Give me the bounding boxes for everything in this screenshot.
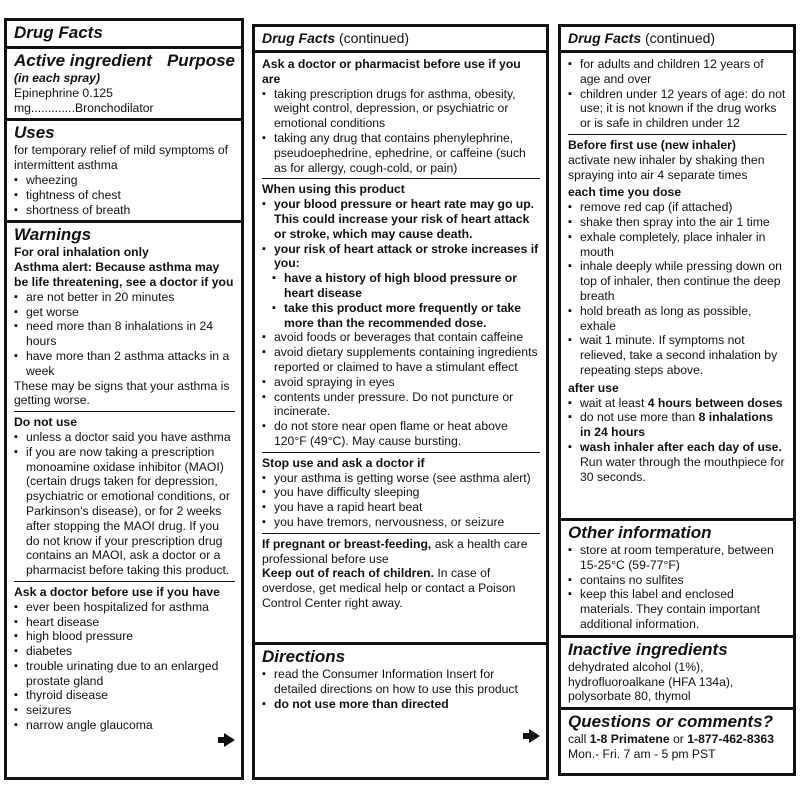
list-item: ▪ wait at least 4 hours between doses bbox=[568, 396, 787, 411]
list-item: ▪ have a history of high blood pressure or heart disease bbox=[262, 271, 540, 301]
active-ingredient-heading: Active ingredient bbox=[14, 51, 152, 70]
active-ingredient-section bbox=[7, 49, 241, 121]
warnings-continued-section bbox=[255, 53, 546, 645]
list-item: ▪ ever been hospitalized for asthma bbox=[14, 600, 235, 615]
list-item: ▪ taking any drug that contains phenylephrine, pseudoephedrine, ephedrine, or caffeine (such as for allergy, cough-cold, or pain) bbox=[262, 131, 540, 175]
continued-label: (continued) bbox=[339, 30, 410, 46]
list-item: ▪ contents under pressure. Do not puncture or incinerate. bbox=[262, 390, 540, 420]
each-dose-heading: each time you dose bbox=[568, 185, 682, 200]
uses-section bbox=[7, 121, 241, 223]
list-item: ▪ high blood pressure bbox=[14, 629, 235, 644]
list-item: ▪ you have tremors, nervousness, or seizure bbox=[262, 515, 540, 530]
directions-heading: Directions bbox=[262, 647, 346, 666]
list-item: ▪ for adults and children 12 years of age and over bbox=[568, 57, 787, 87]
warnings-section bbox=[7, 223, 241, 753]
stop-use-heading: Stop use and ask a doctor if bbox=[262, 455, 425, 470]
list-item: ▪ trouble urinating due to an enlarged prostate gland bbox=[14, 659, 235, 689]
uses-heading: Uses bbox=[14, 123, 55, 143]
ask-doctor-heading: Ask a doctor before use if you have bbox=[14, 584, 220, 599]
pregnancy-text: ask a health care professional before use bbox=[262, 536, 528, 566]
list-item: ▪ remove red cap (if attached) bbox=[568, 200, 787, 215]
uses-intro: for temporary relief of mild symptoms of intermittent asthma bbox=[14, 143, 229, 173]
title-section bbox=[7, 21, 241, 49]
list-item: ▪ inhale deeply while pressing down on top of inhaler, then continue the deep breath bbox=[568, 259, 787, 303]
children-text: In case of overdose, get medical help or contact a Poison Control Center right away. bbox=[262, 566, 516, 610]
list-item: ▪ taking prescription drugs for asthma, obesity, weight control, depression, or psychiatric or emotional conditions bbox=[262, 87, 540, 131]
drug-facts-panel-3 bbox=[558, 24, 796, 776]
each-spray-note: (in each spray) bbox=[14, 71, 101, 85]
list-item: ▪ your blood pressure or heart rate may go up. This could increase your risk of heart attack or stroke, which may cause death. bbox=[262, 197, 540, 241]
ingredient-line: Epinephrine 0.125 mg.............Bronchodilator bbox=[14, 85, 154, 115]
children-warning bbox=[262, 566, 540, 610]
alert-note: These may be signs that your asthma is getting worse. bbox=[14, 378, 230, 408]
title-section bbox=[561, 27, 793, 53]
list-item: ▪ get worse bbox=[14, 305, 235, 320]
list-item: ▪ wheezing bbox=[14, 173, 235, 188]
do-not-use-heading: Do not use bbox=[14, 415, 77, 430]
list-item: ▪ you have difficulty sleeping bbox=[262, 485, 540, 500]
other-information-section bbox=[561, 521, 793, 638]
title-section bbox=[255, 27, 546, 53]
pregnancy-label: If pregnant or breast-feeding, bbox=[262, 536, 432, 551]
list-item: ▪ avoid dietary supplements containing ingredients reported or claimed to have a stimulant effect bbox=[262, 345, 540, 375]
first-use-text: activate new inhaler by shaking then spraying into air 4 separate times bbox=[568, 152, 765, 182]
ask-pharmacist-list bbox=[262, 87, 540, 176]
warnings-heading: Warnings bbox=[14, 225, 92, 245]
alert-list bbox=[14, 290, 235, 379]
list-item: ▪ are not better in 20 minutes bbox=[14, 290, 235, 305]
list-item: ▪ heart disease bbox=[14, 615, 235, 630]
list-item: ▪ hold breath as long as possible, exhale bbox=[568, 304, 787, 334]
oral-only-note: For oral inhalation only bbox=[14, 245, 149, 260]
when-using-heading: When using this product bbox=[262, 182, 405, 197]
inactive-ingredients-text: dehydrated alcohol (1%), hydrofluoroalkane (HFA 134a), polysorbate 80, thymol bbox=[568, 659, 734, 704]
asthma-alert: Asthma alert: Because asthma may be life threatening, see a doctor if you bbox=[14, 260, 234, 289]
other-information-list bbox=[568, 543, 787, 632]
pregnancy-warning bbox=[262, 537, 540, 567]
list-item: ▪ store at room temperature, between 15-25°C (59-77°F) bbox=[568, 543, 787, 573]
list-item: ▪ you have a rapid heart beat bbox=[262, 500, 540, 515]
after-use-list bbox=[568, 396, 787, 485]
directions-list bbox=[262, 667, 540, 711]
directions-continued-section bbox=[561, 53, 793, 521]
phone-line: call 1-8 Primatene or 1-877-462-8363 bbox=[568, 732, 774, 747]
uses-list bbox=[14, 173, 235, 217]
list-item: ▪ do not use more than directed bbox=[262, 697, 540, 712]
ask-pharmacist-heading: Ask a doctor or pharmacist before use if you are bbox=[262, 57, 521, 86]
list-item: ▪ children under 12 years of age: do not use; it is not known if the drug works or is safe in children under 12 bbox=[568, 87, 787, 131]
list-item: ▪ your asthma is getting worse (see asthma alert) bbox=[262, 471, 540, 486]
list-item: ▪ do not store near open flame or heat above 120°F (49°C). May cause bursting. bbox=[262, 419, 540, 449]
do-not-use-list bbox=[14, 430, 235, 578]
drug-facts-panel-2 bbox=[252, 24, 549, 780]
directions-section bbox=[255, 645, 546, 749]
after-use-heading: after use bbox=[568, 380, 619, 395]
list-item: ▪ avoid foods or beverages that contain caffeine bbox=[262, 330, 540, 345]
inactive-ingredients-heading: Inactive ingredients bbox=[568, 639, 728, 659]
continue-arrow-icon bbox=[529, 729, 540, 743]
list-item: ▪ wait 1 minute. If symptoms not relieved, take a second inhalation by repeating steps above. bbox=[568, 333, 787, 377]
age-list bbox=[568, 57, 787, 131]
list-item: ▪ contains no sulfites bbox=[568, 573, 787, 588]
list-item: ▪ tightness of chest bbox=[14, 188, 235, 203]
each-dose-list bbox=[568, 200, 787, 378]
questions-heading: Questions or comments? bbox=[568, 712, 773, 732]
panel-title: Drug Facts bbox=[14, 23, 103, 42]
list-item: ▪ wash inhaler after each day of use. Run water through the mouthpiece for 30 seconds. bbox=[568, 440, 787, 484]
continue-arrow-icon bbox=[224, 733, 235, 747]
list-item: ▪ thyroid disease bbox=[14, 688, 235, 703]
list-item: ▪ exhale completely, place inhaler in mouth bbox=[568, 230, 787, 260]
when-using-list bbox=[262, 197, 540, 449]
children-label: Keep out of reach of children. bbox=[262, 566, 434, 581]
list-item: ▪ unless a doctor said you have asthma bbox=[14, 430, 235, 445]
hours-line: Mon.- Fri. 7 am - 5 pm PST bbox=[568, 746, 716, 761]
list-item: ▪ do not use more than 8 inhalations in 24 hours bbox=[568, 410, 787, 440]
stop-use-list bbox=[262, 471, 540, 530]
list-item: ▪ have more than 2 asthma attacks in a week bbox=[14, 349, 235, 379]
panel-title: Drug Facts bbox=[262, 30, 336, 46]
other-information-heading: Other information bbox=[568, 523, 712, 542]
list-item: ▪ read the Consumer Information Insert for detailed directions on how to use this product bbox=[262, 667, 540, 697]
list-item: ▪ your risk of heart attack or stroke increases if you: bbox=[262, 242, 540, 272]
inactive-ingredients-section bbox=[561, 638, 793, 710]
drug-facts-panel-1 bbox=[4, 18, 244, 780]
ask-doctor-list bbox=[14, 600, 235, 733]
list-item: ▪ seizures bbox=[14, 703, 235, 718]
continued-label: (continued) bbox=[645, 30, 716, 46]
list-item: ▪ keep this label and enclosed materials. They contain important additional information. bbox=[568, 587, 787, 631]
list-item: ▪ if you are now taking a prescription monoamine oxidase inhibitor (MAOI) (certain drugs taken for depression, psychiatric or emotional conditions, or Parkinson's disease), or for 2 weeks after stopping the MAOI drug. If you do not know if your prescription drug contains an MAOI, ask a doctor or a pharmacist before taking this product. bbox=[14, 445, 235, 578]
list-item: ▪ diabetes bbox=[14, 644, 235, 659]
first-use-heading: Before first use (new inhaler) bbox=[568, 137, 736, 152]
list-item: ▪ shortness of breath bbox=[14, 203, 235, 218]
list-item: ▪ need more than 8 inhalations in 24 hours bbox=[14, 319, 235, 349]
panel-title: Drug Facts bbox=[568, 30, 642, 46]
questions-section bbox=[561, 710, 793, 765]
list-item: ▪ take this product more frequently or take more than the recommended dose. bbox=[262, 301, 540, 331]
purpose-heading: Purpose bbox=[166, 51, 235, 70]
list-item: ▪ shake then spray into the air 1 time bbox=[568, 215, 787, 230]
list-item: ▪ avoid spraying in eyes bbox=[262, 375, 540, 390]
list-item: ▪ narrow angle glaucoma bbox=[14, 718, 235, 733]
